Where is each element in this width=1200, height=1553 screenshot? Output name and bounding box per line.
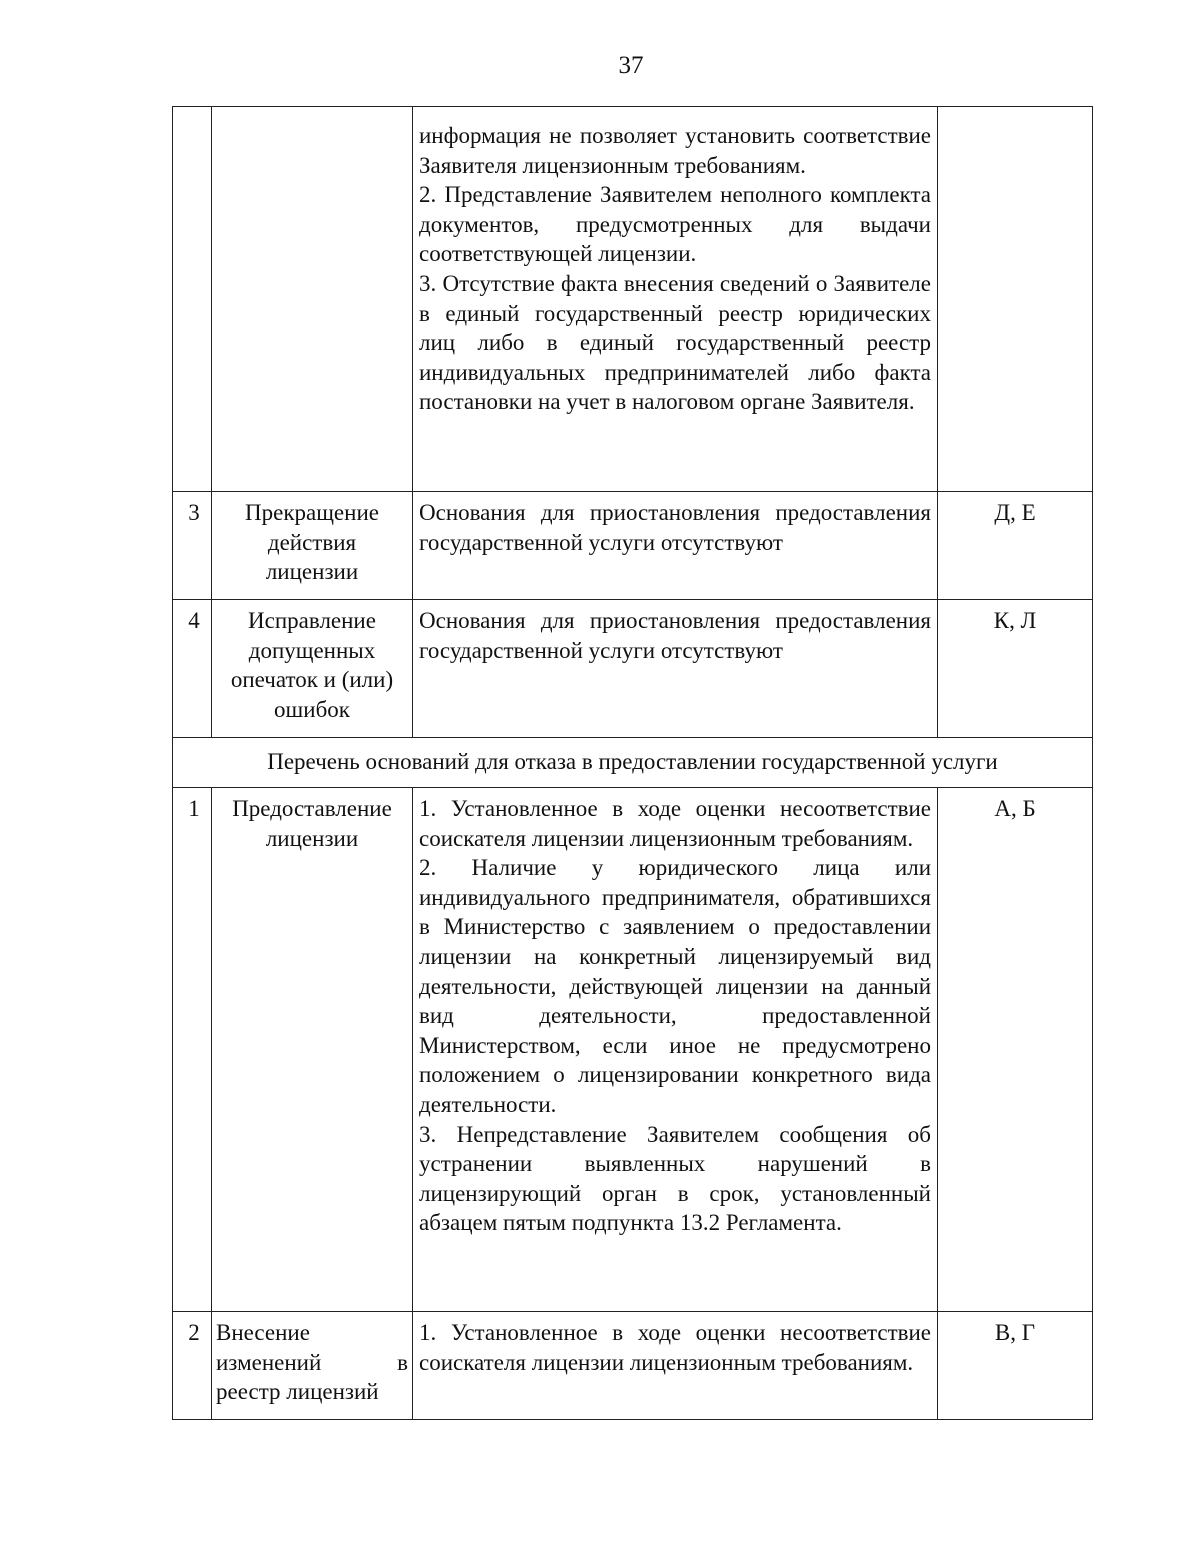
grounds-paragraph: 1. Установленное в ходе оценки несоответствие соискателя лицензии лицензионным требованиям. [419,796,931,851]
grounds-paragraph: информация не позволяет установить соответствие Заявителя лицензионным требованиям. [419,123,931,178]
grounds-paragraph: 2. Наличие у юридического лица или индивидуального предпринимателя, обратившихся в Министерство с заявлением о предоставлении лицензии на конкретный лицензируемый вид деятельности, действующей лицензии на данный вид деятельности, предоставленной Министерством, если иное не предусмотрено положением о лицензировании конкретного вида деятельности. [419,855,931,1117]
result-code [938,107,1093,492]
section-header-row [173,738,1093,788]
grounds-paragraph: Основания для приостановления предоставления государственной услуги отсутствуют [419,608,931,663]
grounds-paragraph: 3. Непредставление Заявителем сообщения об устранении выявленных нарушений в лицензирующий орган в срок, установленный абзацем пятым подпункта 13.2 Регламента. [419,1121,931,1236]
row-number [173,107,212,492]
grounds-description [413,600,938,738]
row-number: 3 [173,492,212,600]
grounds-paragraph: 2. Представление Заявителем неполного комплекта документов, предусмотренных для выдачи соответствующей лицензии. [419,182,931,267]
section-title: Перечень оснований для отказа в предоставлении государственной услуги [173,738,1093,788]
table-row [173,788,1093,1312]
service-name: Предоставление лицензии [212,788,413,1312]
table-row [173,600,1093,738]
grounds-paragraph: 3. Отсутствие факта внесения сведений о Заявителе в единый государственный реестр юридических лиц либо в единый государственный реестр индивидуальных предпринимателей либо факта постановки на учет в налоговом органе Заявителя. [419,270,931,415]
table-row [173,1312,1093,1420]
grounds-description [413,788,938,1312]
service-name: Внесение изменений в реестр лицензий [212,1312,413,1420]
row-number: 2 [173,1312,212,1420]
result-code: Д, Е [938,492,1093,600]
grounds-paragraph: Основания для приостановления предоставления государственной услуги отсутствуют [419,500,931,555]
table-row [173,107,1093,492]
service-name: Исправление допущенных опечаток и (или) ошибок [212,600,413,738]
service-name [212,107,413,492]
result-code: К, Л [938,600,1093,738]
grounds-description [413,1312,938,1420]
grounds-description [413,107,938,492]
grounds-table [172,106,1093,1420]
grounds-description [413,492,938,600]
row-number: 1 [173,788,212,1312]
result-code: В, Г [938,1312,1093,1420]
grounds-paragraph: 1. Установленное в ходе оценки несоответствие соискателя лицензии лицензионным требованиям. [419,1320,931,1375]
service-name: Прекращение действия лицензии [212,492,413,600]
page-number: 37 [618,52,644,79]
row-number: 4 [173,600,212,738]
table-row [173,492,1093,600]
result-code: А, Б [938,788,1093,1312]
